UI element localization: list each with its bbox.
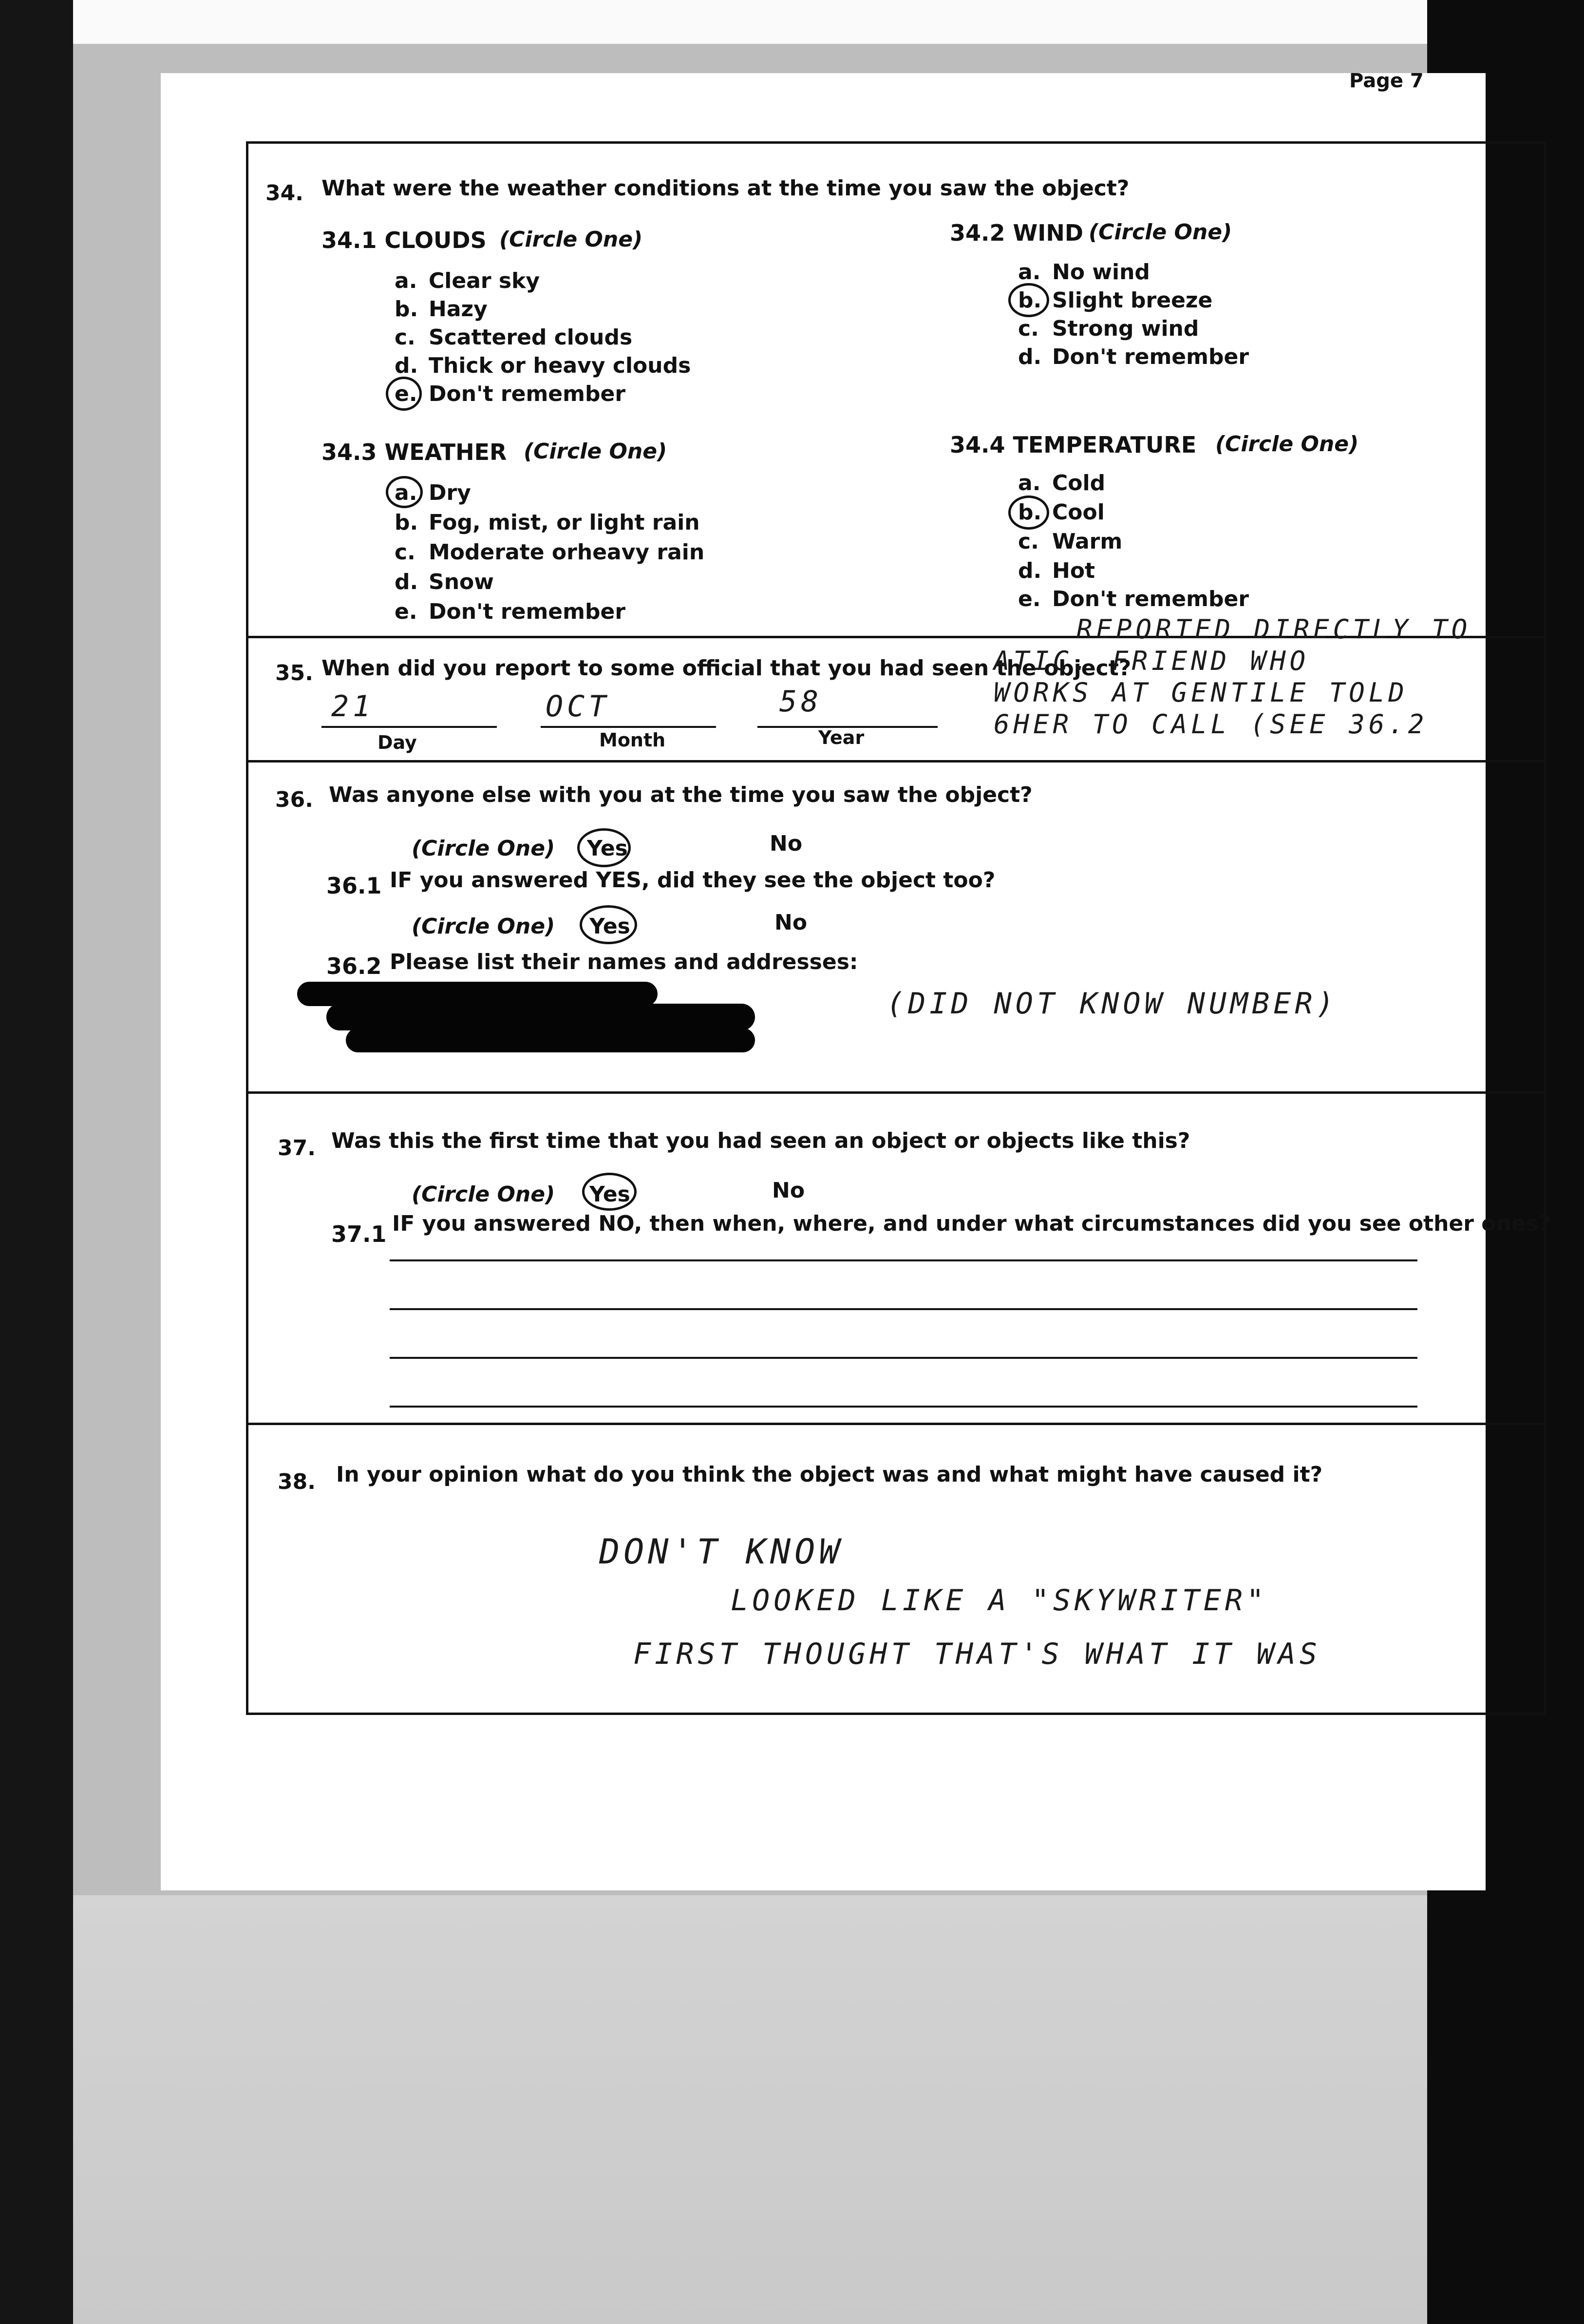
option-letter: b.: [395, 297, 418, 322]
q36-no: No: [770, 831, 803, 856]
option-letter: b.: [395, 510, 418, 535]
option-letter: a.: [1018, 471, 1041, 495]
photo-mount: [73, 44, 1551, 1895]
option-text: Strong wind: [1052, 316, 1199, 341]
option-letter: e.: [395, 381, 417, 406]
selected-answer-circle: [1008, 283, 1049, 317]
option-text: Slight breeze: [1052, 288, 1213, 313]
scan-top-margin: [0, 0, 1584, 44]
day-underline: [321, 726, 497, 728]
q34-question: What were the weather conditions at the time you saw the object?: [321, 176, 1130, 201]
q37-number: 37.: [278, 1136, 316, 1161]
answer-line: [390, 1259, 1417, 1261]
month-underline: [541, 726, 716, 728]
report-note-line: ATIC. FRIEND WHO: [994, 646, 1310, 676]
option-text: Hazy: [429, 297, 488, 322]
option-letter: a.: [1018, 260, 1041, 285]
q36-question: Was anyone else with you at the time you saw the object?: [329, 782, 1033, 807]
q34-3-heading: 34.3 WEATHER: [321, 439, 507, 465]
option-text: Snow: [429, 570, 494, 594]
option-text: Clear sky: [429, 268, 540, 293]
answer-line: [390, 1308, 1417, 1310]
option-letter: e.: [395, 599, 417, 624]
option-text: Don't remember: [429, 599, 626, 624]
option-text: Cool: [1052, 500, 1105, 525]
q34-4-heading: 34.4 TEMPERATURE: [950, 432, 1197, 458]
section-divider: [248, 760, 1544, 762]
option-text: Don't remember: [1052, 344, 1249, 369]
option-text: Don't remember: [1052, 587, 1249, 611]
option-text: Scattered clouds: [429, 325, 633, 350]
section-divider: [248, 1091, 1544, 1094]
q36-1-number: 36.1: [326, 873, 382, 899]
q38-answer-line: LOOKED LIKE A "SKYWRITER": [731, 1583, 1268, 1618]
selected-answer-circle: [582, 1173, 637, 1211]
q36-instruction: (Circle One): [412, 836, 555, 861]
q37-question: Was this the first time that you had seen an object or objects like this?: [331, 1128, 1190, 1153]
option-letter: d.: [1018, 344, 1042, 369]
option-text: Warm: [1052, 529, 1123, 554]
q34-4-instruction: (Circle One): [1215, 432, 1359, 457]
q36-2-number: 36.2: [326, 953, 382, 979]
selected-answer-circle: [1008, 495, 1049, 530]
option-letter: c.: [395, 325, 415, 350]
q37-no: No: [772, 1178, 805, 1203]
report-note-line: REPORTED DIRECTLY TO: [1076, 614, 1471, 645]
q37-instruction: (Circle One): [412, 1182, 555, 1207]
q38-answer-line: FIRST THOUGHT THAT'S WHAT IT WAS: [633, 1637, 1321, 1671]
q38-question: In your opinion what do you think the object was and what might have caused it?: [336, 1462, 1323, 1487]
answer-line: [390, 1406, 1417, 1408]
option-text: Moderate orheavy rain: [429, 540, 705, 565]
section-divider: [248, 1423, 1544, 1425]
option-letter: e.: [1018, 587, 1041, 611]
page-label: Page 7: [1349, 70, 1424, 92]
q34-1-heading: 34.1 CLOUDS: [321, 227, 487, 253]
option-text: Dry: [429, 480, 471, 505]
q37-yes: Yes: [589, 1182, 630, 1207]
q37-1-question: IF you answered NO, then when, where, and under what circumstances did you see other ones?: [392, 1211, 1551, 1236]
q34-2-instruction: (Circle One): [1089, 220, 1232, 245]
q38-number: 38.: [278, 1469, 316, 1494]
redaction-bar: [346, 1028, 755, 1052]
selected-answer-circle: [386, 476, 423, 508]
month-label: Month: [599, 729, 666, 751]
day-label: Day: [377, 732, 417, 753]
report-year-value: 58: [779, 685, 823, 719]
option-letter: d.: [395, 570, 418, 594]
q35-number: 35.: [275, 661, 313, 686]
option-letter: c.: [395, 540, 415, 565]
scan-left-border: [0, 0, 73, 2324]
option-text: Hot: [1052, 558, 1095, 583]
q37-1-number: 37.1: [331, 1221, 387, 1247]
q36-1-no: No: [774, 910, 808, 935]
q36-number: 36.: [275, 787, 313, 812]
year-label: Year: [818, 727, 865, 748]
selected-answer-circle: [580, 905, 637, 944]
option-letter: b.: [1018, 288, 1042, 313]
report-day-value: 21: [331, 689, 375, 724]
q36-1-yes: Yes: [589, 914, 630, 939]
option-letter: c.: [1018, 529, 1039, 554]
option-text: Don't remember: [429, 381, 626, 406]
option-letter: d.: [395, 353, 418, 378]
form-page: [161, 70, 1551, 1890]
answer-line: [390, 1357, 1417, 1359]
report-note-line: 6HER TO CALL (SEE 36.2: [994, 709, 1428, 740]
q36-1-instruction: (Circle One): [412, 914, 555, 939]
q34-3-instruction: (Circle One): [524, 439, 667, 464]
q38-answer-line: DON'T KNOW: [599, 1532, 844, 1572]
report-month-value: OCT: [546, 689, 610, 724]
option-letter: d.: [1018, 558, 1042, 583]
option-letter: a.: [395, 480, 417, 505]
option-letter: b.: [1018, 500, 1042, 525]
q36-1-question: IF you answered YES, did they see the object too?: [390, 868, 996, 893]
q36-2-note: (DID NOT KNOW NUMBER): [886, 987, 1338, 1021]
q34-1-instruction: (Circle One): [499, 227, 643, 252]
option-text: Thick or heavy clouds: [429, 353, 691, 378]
option-text: Cold: [1052, 471, 1106, 495]
redaction-bar: [326, 1004, 755, 1030]
selected-answer-circle: [577, 828, 631, 867]
option-text: No wind: [1052, 260, 1150, 285]
option-letter: c.: [1018, 316, 1039, 341]
selected-answer-circle: [386, 377, 422, 411]
q36-yes: Yes: [587, 836, 628, 861]
report-note-line: WORKS AT GENTILE TOLD: [994, 677, 1408, 708]
questionnaire-form: [246, 141, 1551, 1715]
q36-2-prompt: Please list their names and addresses:: [390, 950, 858, 974]
option-letter: a.: [395, 268, 417, 293]
q34-2-heading: 34.2 WIND: [950, 220, 1084, 246]
q35-question: When did you report to some official that you had seen the object?: [321, 656, 1131, 681]
q34-number: 34.: [265, 181, 303, 206]
redaction-bar: [297, 982, 658, 1006]
option-text: Fog, mist, or light rain: [429, 510, 700, 535]
